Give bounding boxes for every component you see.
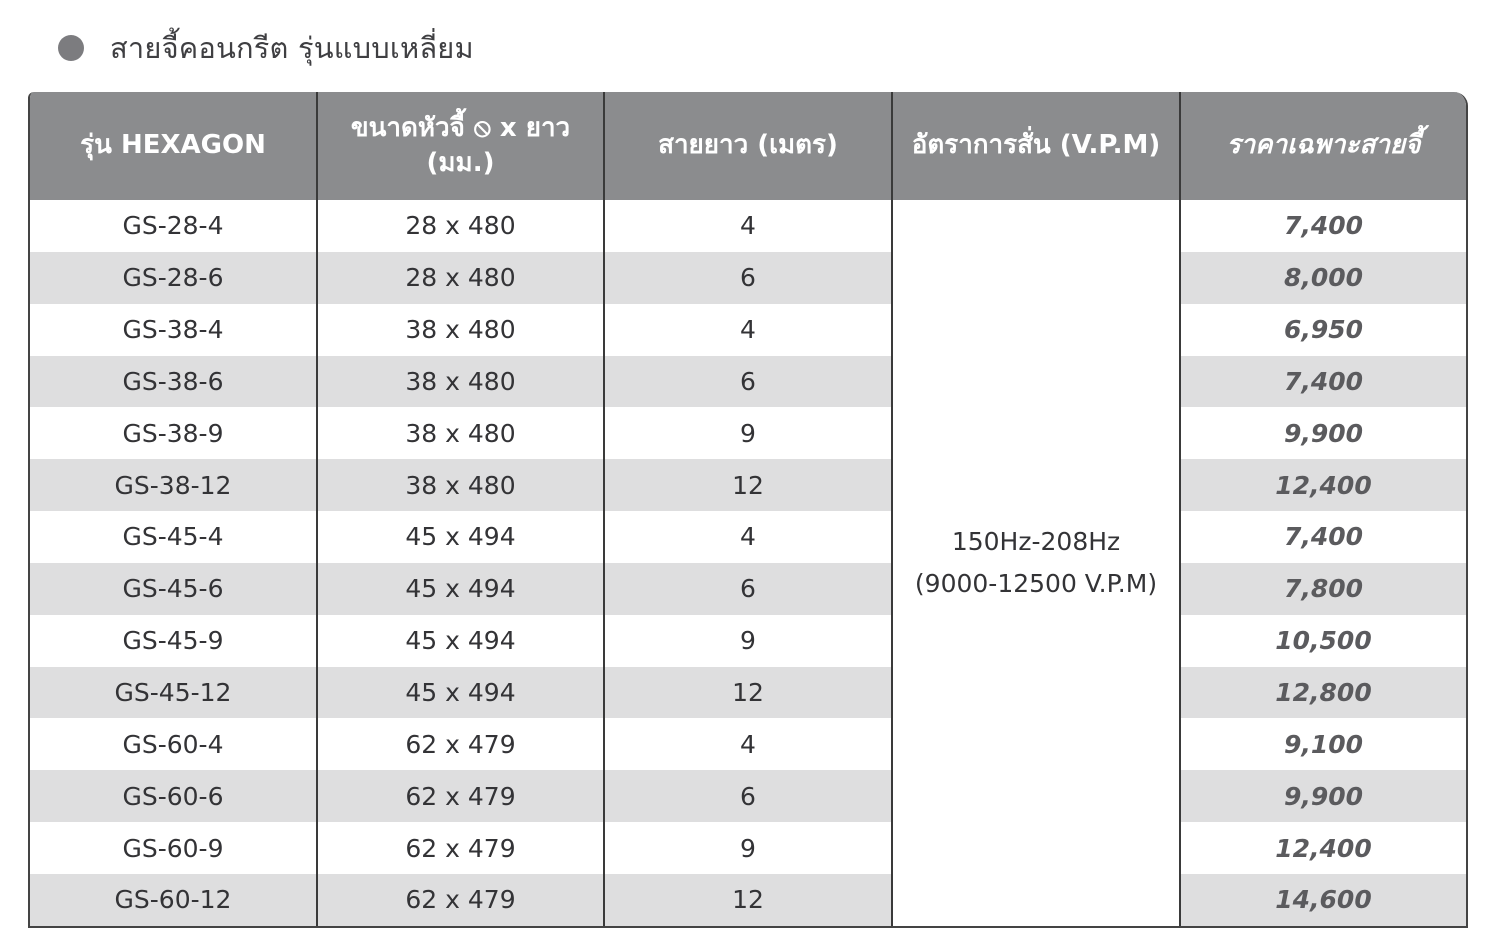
table-row: [30, 356, 1466, 408]
cell-size: 45 x 494: [317, 563, 604, 615]
table-header-row: [30, 92, 1466, 200]
cell-model: GS-60-6: [30, 770, 317, 822]
cell-model: GS-38-6: [30, 356, 317, 408]
cell-price: 12,400: [1180, 459, 1466, 511]
cell-model: GS-60-12: [30, 874, 317, 926]
table-row: [30, 563, 1466, 615]
cell-vibration: [892, 200, 1180, 926]
cell-size: 38 x 480: [317, 459, 604, 511]
cell-price: 12,400: [1275, 833, 1372, 863]
cell-size: 62 x 479: [317, 770, 604, 822]
cell-length: 4: [604, 511, 892, 563]
cell-price: 10,500: [1275, 626, 1372, 656]
cell-model: GS-45-12: [30, 667, 317, 719]
header-size: [317, 92, 604, 200]
cell-length: 4: [604, 200, 892, 252]
cell-model: GS-28-6: [30, 252, 317, 304]
price-table-container: [28, 92, 1468, 928]
cell-price: 9,900: [1180, 770, 1466, 822]
vibration-line1: 150Hz-208Hz: [951, 526, 1121, 556]
cell-price: 12,800: [1180, 667, 1466, 719]
header-price: ราคาเฉพาะสายจี้: [1180, 92, 1466, 200]
cell-size: 28 x 480: [317, 252, 604, 304]
table-row: [30, 667, 1466, 719]
cell-size: 45 x 494: [317, 615, 604, 667]
price-table: [30, 92, 1466, 926]
cell-length: 9: [604, 615, 892, 667]
cell-size: 62 x 479: [317, 874, 604, 926]
cell-model: GS-45-4: [30, 511, 317, 563]
header-size-line1: ขนาดหัวจี้ ⦸ x ยาว: [350, 112, 571, 143]
cell-model: GS-45-9: [30, 615, 317, 667]
cell-price: 7,400: [1180, 356, 1466, 408]
table-row: [30, 874, 1466, 926]
cell-size: 28 x 480: [317, 200, 604, 252]
cell-size: 38 x 480: [317, 356, 604, 408]
cell-size: 38 x 480: [317, 304, 604, 356]
table-row: [30, 407, 1466, 459]
cell-length: 4: [604, 304, 892, 356]
cell-price: 7,400: [1283, 522, 1364, 552]
cell-price: 7,400: [1283, 211, 1364, 241]
cell-size: 45 x 494: [317, 667, 604, 719]
cell-model: GS-28-4: [30, 200, 317, 252]
cell-length: 9: [604, 407, 892, 459]
section-heading: [58, 24, 474, 72]
cell-price: 9,100: [1283, 729, 1364, 759]
cell-length: 6: [604, 252, 892, 304]
cell-length: 12: [604, 459, 892, 511]
cell-model: GS-38-4: [30, 304, 317, 356]
cell-model: GS-60-4: [30, 718, 317, 770]
cell-length: 9: [604, 822, 892, 874]
cell-size: 62 x 479: [317, 822, 604, 874]
vibration-line2: (9000-12500 V.P.M): [914, 569, 1158, 598]
table-row: [30, 459, 1466, 511]
table-row: [30, 304, 1466, 356]
cell-model: GS-45-6: [30, 563, 317, 615]
cell-length: 12: [604, 667, 892, 719]
cell-length: 6: [604, 563, 892, 615]
heading-title: สายจี้คอนกรีต รุ่นแบบเหลี่ยม: [110, 31, 474, 65]
table-row: [30, 770, 1466, 822]
table-row: [30, 511, 1466, 563]
header-model: รุ่น HEXAGON: [30, 92, 317, 200]
cell-price: 7,800: [1180, 563, 1466, 615]
table-row: [30, 822, 1466, 874]
header-size-line2: (มม.): [426, 148, 495, 178]
cell-size: 45 x 494: [317, 511, 604, 563]
table-row: [30, 718, 1466, 770]
cell-price: 9,900: [1283, 418, 1364, 448]
cell-size: 38 x 480: [317, 407, 604, 459]
table-body: [30, 200, 1466, 926]
bullet-icon: [58, 35, 84, 61]
cell-model: GS-60-9: [30, 822, 317, 874]
cell-length: 6: [604, 770, 892, 822]
cell-model: GS-38-9: [30, 407, 317, 459]
cell-price: 8,000: [1180, 252, 1466, 304]
cell-price: 14,600: [1180, 874, 1466, 926]
cell-length: 4: [604, 718, 892, 770]
cell-length: 6: [604, 356, 892, 408]
header-vibration: อัตราการสั่น (V.P.M): [892, 92, 1180, 200]
header-length: สายยาว (เมตร): [604, 92, 892, 200]
table-row: [30, 252, 1466, 304]
cell-model: GS-38-12: [30, 459, 317, 511]
cell-price: 6,950: [1283, 315, 1364, 345]
table-row: [30, 615, 1466, 667]
cell-size: 62 x 479: [317, 718, 604, 770]
cell-length: 12: [604, 874, 892, 926]
table-row: [30, 200, 1466, 252]
